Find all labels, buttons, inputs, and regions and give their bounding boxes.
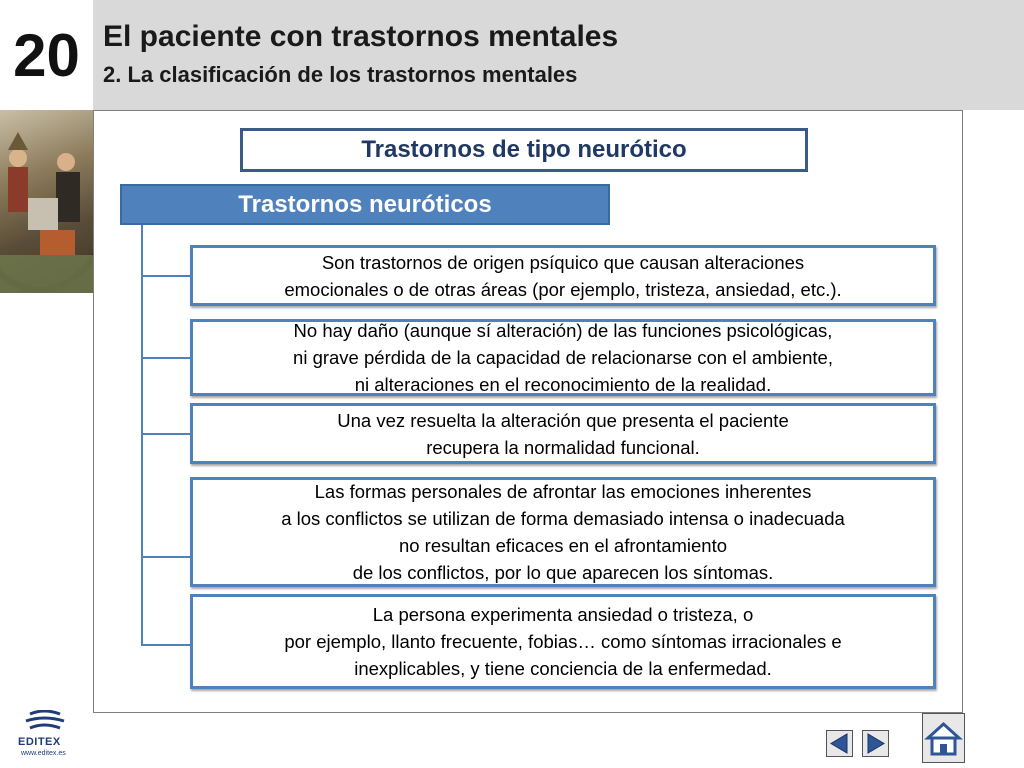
diagram-item-2	[190, 319, 936, 396]
chapter-number: 20	[0, 0, 93, 110]
diagram-item-5	[190, 594, 936, 689]
next-slide-button[interactable]	[862, 730, 889, 757]
diagram-item-2-line-2: ni grave pérdida de la capacidad de relacionarse con el ambiente,	[293, 347, 833, 368]
diagram-item-4-line-1: Las formas personales de afrontar las emociones inherentes	[314, 481, 812, 502]
diagram-item-4	[190, 477, 936, 587]
diagram-item-3	[190, 403, 936, 464]
triangle-left-icon	[827, 731, 852, 756]
editex-logo-url: www.editex.es	[21, 750, 66, 757]
tree-trunk-line	[141, 225, 143, 646]
diagram-item-4-line-4: de los conflictos, por lo que aparecen los síntomas.	[352, 562, 774, 583]
diagram-item-5-line-2: por ejemplo, llanto frecuente, fobias… como síntomas irracionales e	[284, 631, 842, 652]
tree-branch-line-4	[141, 556, 191, 558]
diagram-item-5-line-1: La persona experimenta ansiedad o tristeza, o	[372, 604, 754, 625]
tree-branch-line-5	[141, 644, 191, 646]
diagram-item-1-line-1: Son trastornos de origen psíquico que causan alteraciones	[321, 251, 805, 273]
diagram-item-3-line-1: Una vez resuelta la alteración que presenta el paciente	[337, 409, 789, 431]
diagram-item-2-line-3: ni alteraciones en el reconocimiento de la realidad.	[354, 374, 772, 395]
diagram-main-title: Trastornos de tipo neurótico	[240, 128, 808, 172]
triangle-right-icon	[863, 731, 888, 756]
diagram-item-4-line-2: a los conflictos se utilizan de forma demasiado intensa o inadecuada	[281, 508, 845, 529]
tree-branch-line-3	[141, 433, 191, 435]
page-title: El paciente con trastornos mentales	[103, 20, 619, 53]
diagram-item-3-line-2: recupera la normalidad funcional.	[426, 436, 700, 458]
editex-logo-text: EDITEX	[18, 736, 61, 748]
diagram-item-1-line-2: emocionales o de otras áreas (por ejemplo, tristeza, ansiedad, etc.).	[284, 278, 842, 300]
tree-branch-line-1	[141, 275, 191, 277]
page-subtitle: 2. La clasificación de los trastornos mentales	[103, 62, 578, 87]
diagram-root-node: Trastornos neuróticos	[120, 184, 610, 225]
header-band	[93, 0, 1024, 110]
previous-slide-button[interactable]	[826, 730, 853, 757]
diagram-item-2-line-1: No hay daño (aunque sí alteración) de las funciones psicológicas,	[293, 320, 833, 341]
house-icon	[923, 714, 964, 762]
decorative-painting-image	[0, 110, 93, 293]
home-button[interactable]	[922, 713, 965, 763]
diagram-item-5-line-3: inexplicables, y tiene conciencia de la enfermedad.	[354, 658, 772, 679]
tree-branch-line-2	[141, 357, 191, 359]
diagram-item-4-line-3: no resultan eficaces en el afrontamiento	[398, 535, 728, 556]
diagram-item-1	[190, 245, 936, 306]
